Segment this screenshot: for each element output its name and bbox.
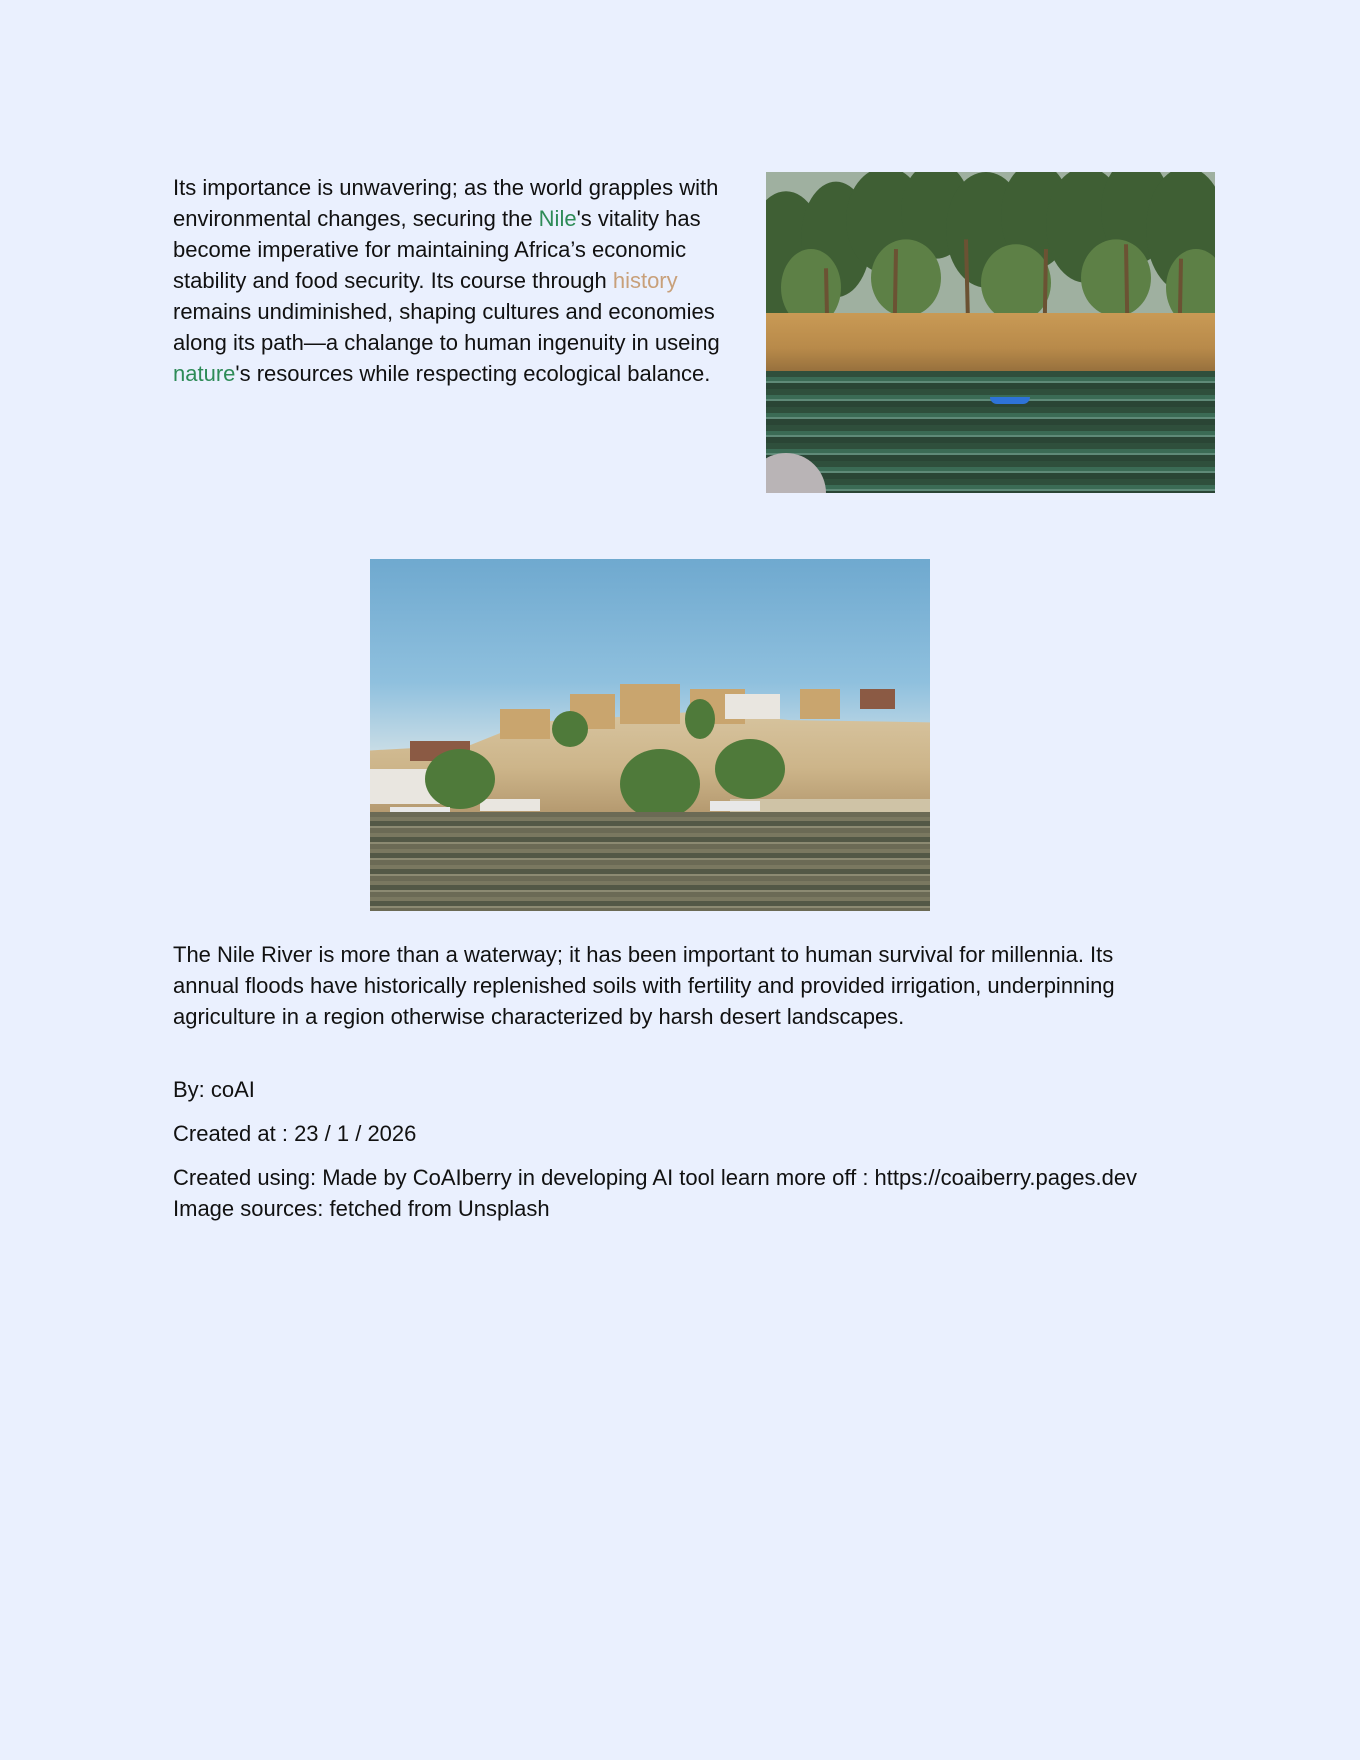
intro-text-part-4: 's resources while respecting ecological balance. (235, 361, 711, 386)
nile-highlight: Nile (538, 206, 577, 231)
intro-text-part-3: remains undiminished, shaping cultures and economies along its path—a chalange to human ingenuity in useing (173, 299, 720, 355)
intro-text-part-1: Its importance is unwavering; as the world grapples with environmental changes, securing the (173, 175, 719, 231)
created-at: Created at : 23 / 1 / 2026 (173, 1121, 417, 1146)
river-water (766, 371, 1215, 493)
small-boat (990, 397, 1030, 404)
nile-village-photo (370, 559, 930, 911)
river-water (370, 812, 930, 911)
byline: By: coAI (173, 1077, 255, 1102)
intro-text-part-2: 's vitality has become imperative for maintaining Africa’s economic stability and food security. Its course through (173, 206, 701, 293)
intro-section (173, 172, 1215, 493)
intro-paragraph (173, 172, 731, 389)
image-sources: Image sources: fetched from Unsplash (173, 1196, 550, 1221)
history-highlight: history (612, 268, 678, 293)
palm-riverbank-photo (766, 172, 1215, 493)
article-meta (173, 1074, 1215, 1224)
created-using: Created using: Made by CoAIberry in developing AI tool learn more off : https://coaiberry.pages.dev (173, 1165, 1138, 1190)
sandy-riverbank (766, 313, 1215, 377)
village-photo-wrapper (173, 559, 1215, 911)
nature-highlight: nature (173, 361, 236, 386)
article (173, 172, 1215, 1224)
body-paragraph: The Nile River is more than a waterway; it has been important to human survival for millennia. Its annual floods have historically replenished soils with fertility and provided irrigation, underpinning agriculture in a region otherwise characterized by harsh desert landscapes. (173, 942, 1115, 1029)
